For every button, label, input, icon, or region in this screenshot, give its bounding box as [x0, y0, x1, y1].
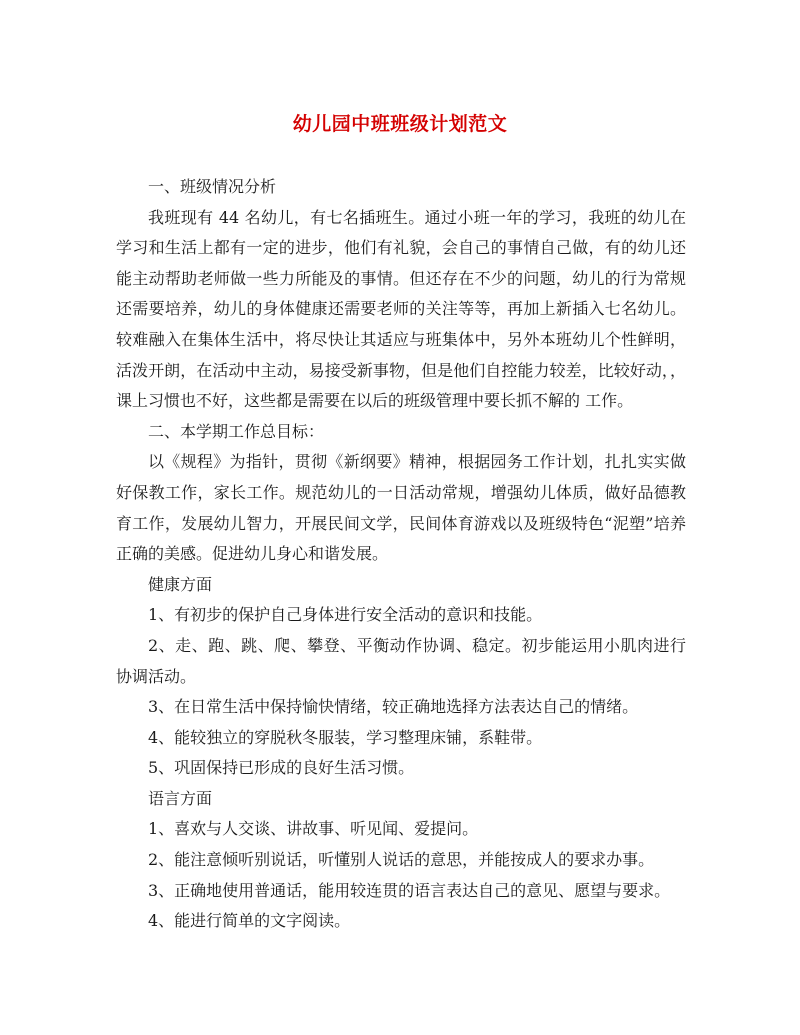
- subheading-language: 语言方面: [148, 788, 213, 808]
- section-heading-semester-goals: 二、本学期工作总目标：: [148, 421, 325, 441]
- list-item-health-5: 5、巩固保持已形成的良好生活习惯。: [148, 758, 415, 778]
- paragraph-class-analysis: 我班现有 44 名幼儿，有七名插班生。通过小班一年的学习，我班的幼儿在学习和生活上都有一定的进步，他们有礼貌，会自己的事情自己做，有的幼儿还能主动帮助老师做一些力所能及的事情。但还存在不少的问题，幼儿的行为常规还需要培养，幼儿的身体健康还需要老师的关注等等，再加上新插入七名幼儿。较难融入在集体生活中，将尽快让其适应与班集体中，另外本班幼儿个性鲜明，活泼开朗，在活动中主动，易接受新事物，但是他们自控能力较差，比较好动，，课上习惯也不好，这些都是需要在以后的班级管理中要长抓不解的 工作。: [116, 207, 686, 411]
- list-item-health-2: 2、走、跑、跳、爬、攀登、平衡动作协调、稳定。初步能运用小肌肉进行协调活动。: [116, 635, 686, 686]
- list-item-health-1: 1、有初步的保护自己身体进行安全活动的意识和技能。: [148, 605, 543, 625]
- list-item-language-4: 4、能进行简单的文字阅读。: [148, 911, 351, 931]
- list-item-language-1: 1、喜欢与人交谈、讲故事、听见闻、爱提问。: [148, 819, 479, 839]
- list-item-health-3: 3、在日常生活中保持愉快情绪，较正确地选择方法表达自己的情绪。: [148, 697, 639, 717]
- subheading-health: 健康方面: [148, 574, 213, 594]
- section-heading-class-analysis: 一、班级情况分析: [148, 177, 277, 196]
- list-item-health-4: 4、能较独立的穿脱秋冬服装，学习整理床铺，系鞋带。: [148, 727, 543, 747]
- paragraph-semester-goals: 以《规程》为指针，贯彻《新纲要》精神，根据园务工作计划，扎扎实实做好保教工作，家长工作。规范幼儿的一日活动常规，增强幼儿体质，做好品德教育工作，发展幼儿智力，开展民间文学，民间体育游戏以及班级特色“泥塑”培养正确的美感。促进幼儿身心和谐发展。: [116, 452, 686, 564]
- list-item-language-3: 3、正确地使用普通话，能用较连贯的语言表达自己的意见、愿望与要求。: [148, 880, 671, 900]
- document-body: [116, 172, 686, 937]
- document-title: 幼儿园中班班级计划范文: [292, 113, 508, 135]
- list-item-language-2: 2、能注意倾听别说话，听懂别人说话的意思，并能按成人的要求办事。: [148, 850, 655, 870]
